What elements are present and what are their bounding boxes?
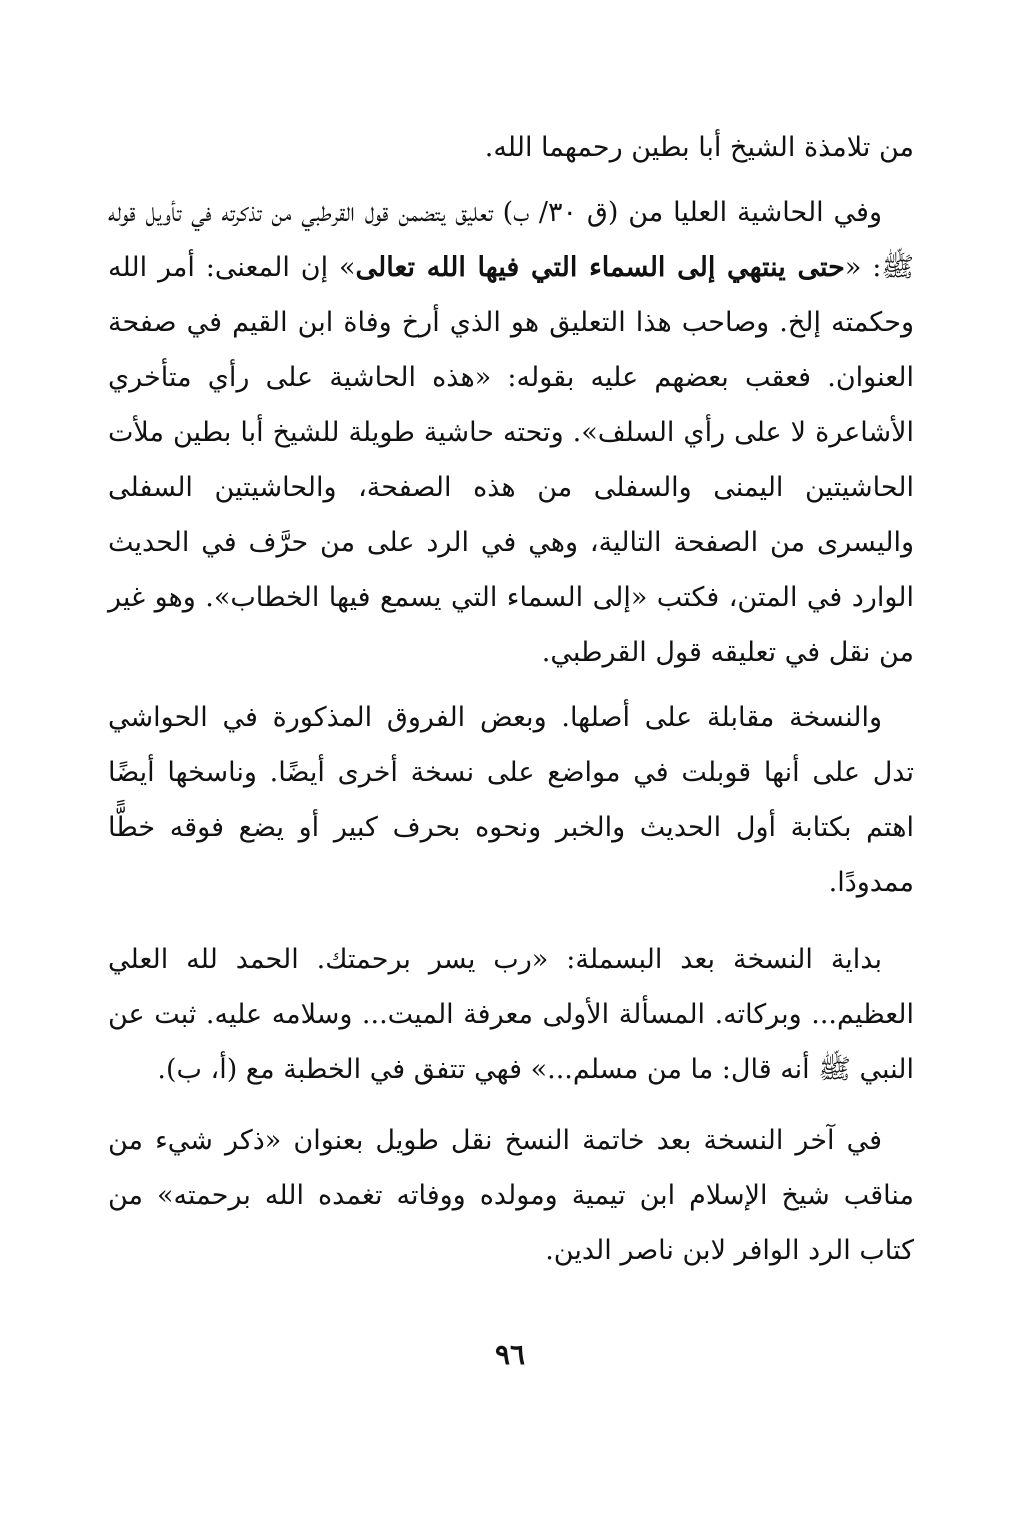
paragraph-text-end: » إن المعنى: أمر الله وحكمته إلخ. وصاحب هذا التعليق هو الذي أرخ وفاة ابن القيم في صفحة العنوان. فعقب بعضهم عليه بقوله: «هذه الحاشية على رأي متأخري الأشاعرة لا على رأي السلف». وتحته حاشية طويلة للشيخ أبا بطين ملأت الحاشيتين اليمنى والسفلى من هذه الصفحة، والحاشيتين السفلى واليسرى من الصفحة التالية، وهي في الرد على من حرَّف في الحديث الوارد في المتن، فكتب «إلى السماء التي يسمع فيها الخطاب». وهو غير من نقل في تعليقه قول القرطبي.	[108, 252, 914, 668]
paragraph-text: بداية النسخة بعد البسملة: «رب يسر برحمتك. الحمد لله العلي العظيم... وبركاته. المسألة الأولى معرفة الميت... وسلامه عليه. ثبت عن النبي ﷺ أنه قال: ما من مسلم...» فهي تتفق في الخطبة مع (أ، ب).	[108, 944, 914, 1085]
paragraph-continuation	[108, 120, 914, 175]
hadith-quote-bold: حتى ينتهي إلى السماء التي فيها الله تعالى	[355, 252, 845, 283]
paragraph-text: والنسخة مقابلة على أصلها. وبعض الفروق المذكورة في الحواشي تدل على أنها قوبلت في مواضع على نسخة أخرى أيضًا. وناسخها أيضًا اهتم بكتابة أول الحديث والخبر ونحوه بحرف كبير أو يضع فوقه خطًّا ممدودًا.	[108, 702, 914, 898]
paragraph-text-start: وفي الحاشية العليا من (ق ٣٠/ ب) تعليق يتضمن قول القرطبي من تذكرته في تأويل قوله ﷺ: «	[108, 197, 914, 283]
paragraph-text: من تلامذة الشيخ أبا بطين رحمهما الله.	[484, 132, 914, 163]
page-number: ٩٦	[494, 1338, 526, 1371]
paragraph-manuscript-end	[108, 1113, 914, 1278]
paragraph-text: في آخر النسخة بعد خاتمة النسخ نقل طويل بعنوان «ذكر شيء من مناقب شيخ الإسلام ابن تيمية ومولده ووفاته تغمده الله برحمته» من كتاب الرد الوافر لابن ناصر الدين.	[108, 1125, 914, 1266]
paragraph-manuscript-beginning	[108, 932, 914, 1097]
paragraph-marginal-notes	[108, 185, 914, 680]
paragraph-collation	[108, 690, 914, 910]
